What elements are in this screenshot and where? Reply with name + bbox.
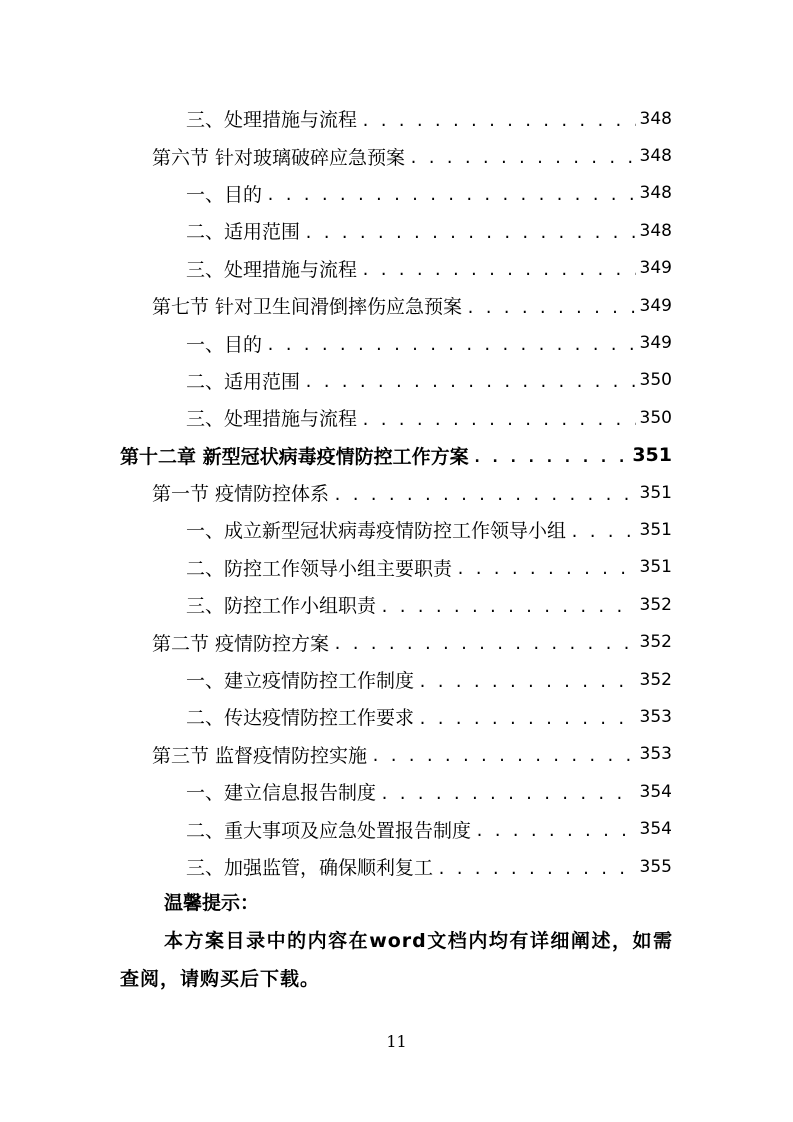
toc-entry-page-number: 351: [639, 482, 672, 503]
toc-entry-section[interactable]: [0, 287, 793, 324]
toc-entry-title: 一、建立信息报告制度: [186, 782, 377, 805]
toc-entry-item[interactable]: [0, 549, 793, 586]
toc-entry-item[interactable]: [0, 324, 793, 361]
toc-entry-page-number: 350: [639, 407, 672, 428]
toc-entry-item[interactable]: [0, 175, 793, 212]
toc-dot-leader: [361, 112, 636, 130]
toc-entry-item[interactable]: [0, 773, 793, 810]
notice-block: [120, 884, 673, 998]
toc-dot-leader: [570, 523, 636, 541]
toc-entry-page-number: 355: [639, 856, 672, 877]
toc-entry-page-number: 353: [639, 744, 672, 765]
toc-entry-section[interactable]: [0, 474, 793, 511]
toc-entry-page-number: 354: [639, 781, 672, 802]
notice-title: 温馨提示：: [164, 892, 260, 914]
toc-entry-title: 第三节 监督疫情防控实施: [152, 744, 368, 767]
toc-entry-title: 二、重大事项及应急处置报告制度: [186, 819, 472, 842]
toc-entry-title: 第二节 疫情防控方案: [152, 632, 330, 655]
toc-dot-leader: [418, 710, 636, 728]
toc-dot-leader: [418, 673, 636, 691]
toc-entry-section[interactable]: [0, 736, 793, 773]
toc-entry-item[interactable]: [0, 661, 793, 698]
toc-entry-item[interactable]: [0, 511, 793, 548]
toc-entry-title: 三、加强监管，确保顺利复工: [186, 857, 434, 879]
toc-dot-leader: [371, 747, 636, 765]
toc-dot-leader: [380, 785, 636, 803]
toc-entry-page-number: 349: [639, 258, 672, 279]
toc-dot-leader: [266, 336, 636, 354]
toc-entry-item[interactable]: [0, 100, 793, 137]
toc-entry-page-number: 348: [639, 108, 672, 129]
toc-entry-page-number: 348: [639, 220, 672, 241]
toc-entry-item[interactable]: [0, 212, 793, 249]
toc-dot-leader: [333, 635, 636, 653]
toc-entry-page-number: 348: [639, 146, 672, 167]
toc-entry-page-number: 351: [632, 444, 672, 467]
toc-entry-item[interactable]: [0, 848, 793, 885]
toc-entry-page-number: 350: [639, 370, 672, 391]
page-number: 11: [386, 1032, 407, 1051]
toc-dot-leader: [466, 299, 636, 317]
toc-dot-leader: [266, 186, 636, 204]
toc-entry-title: 一、目的: [186, 183, 263, 206]
toc-entry-page-number: 353: [639, 706, 672, 727]
toc-dot-leader: [304, 373, 636, 391]
toc-entry-chapter[interactable]: [0, 437, 793, 474]
toc-entry-title: 三、处理措施与流程: [186, 408, 358, 431]
toc-dot-leader: [409, 149, 636, 167]
toc-entry-title: 一、成立新型冠状病毒疫情防控工作领导小组: [186, 520, 567, 543]
toc-entry-title: 二、适用范围: [186, 370, 301, 393]
toc-dot-leader: [361, 411, 636, 429]
toc-dot-leader: [333, 486, 636, 504]
toc-entry-page-number: 352: [639, 669, 672, 690]
toc-dot-leader: [473, 448, 629, 466]
toc-entry-page-number: 351: [639, 519, 672, 540]
toc-entry-title: 第十二章 新型冠状病毒疫情防控工作方案: [120, 445, 469, 468]
toc-entry-page-number: 348: [639, 183, 672, 204]
toc-entry-title: 二、适用范围: [186, 221, 301, 244]
toc-entry-item[interactable]: [0, 698, 793, 735]
toc-entry-title: 第一节 疫情防控体系: [152, 483, 330, 506]
toc-entry-title: 第六节 针对玻璃破碎应急预案: [152, 146, 406, 169]
toc-dot-leader: [475, 822, 636, 840]
toc-entry-item[interactable]: [0, 250, 793, 287]
toc-entry-title: 二、防控工作领导小组主要职责: [186, 557, 453, 580]
toc-entry-title: 一、目的: [186, 333, 263, 356]
toc-entry-title: 三、处理措施与流程: [186, 258, 358, 281]
toc-entry-item[interactable]: [0, 586, 793, 623]
toc-entry-title: 三、防控工作小组职责: [186, 595, 377, 618]
toc-dot-leader: [361, 261, 636, 279]
toc-entry-title: 二、传达疫情防控工作要求: [186, 707, 415, 730]
toc-dot-leader: [437, 860, 636, 878]
toc-entry-title: 一、建立疫情防控工作制度: [186, 670, 415, 693]
toc-entry-section[interactable]: [0, 137, 793, 174]
toc-dot-leader: [380, 598, 636, 616]
toc-entry-title: 第七节 针对卫生间滑倒摔伤应急预案: [152, 296, 463, 319]
toc-entry-item[interactable]: [0, 810, 793, 847]
notice-body: 本方案目录中的内容在word文档内均有详细阐述，如需查阅，请购买后下载。: [120, 930, 673, 990]
toc-entry-item[interactable]: [0, 362, 793, 399]
toc-entry-item[interactable]: [0, 399, 793, 436]
toc-entry-page-number: 352: [639, 632, 672, 653]
toc-entry-page-number: 351: [639, 557, 672, 578]
toc-dot-leader: [304, 224, 636, 242]
toc-entry-title: 三、处理措施与流程: [186, 109, 358, 132]
toc-entry-section[interactable]: [0, 623, 793, 660]
toc-entry-page-number: 349: [639, 295, 672, 316]
toc-entry-page-number: 352: [639, 594, 672, 615]
toc-dot-leader: [456, 560, 636, 578]
toc-entry-page-number: 349: [639, 333, 672, 354]
toc-entry-page-number: 354: [639, 819, 672, 840]
table-of-contents: [0, 100, 793, 885]
